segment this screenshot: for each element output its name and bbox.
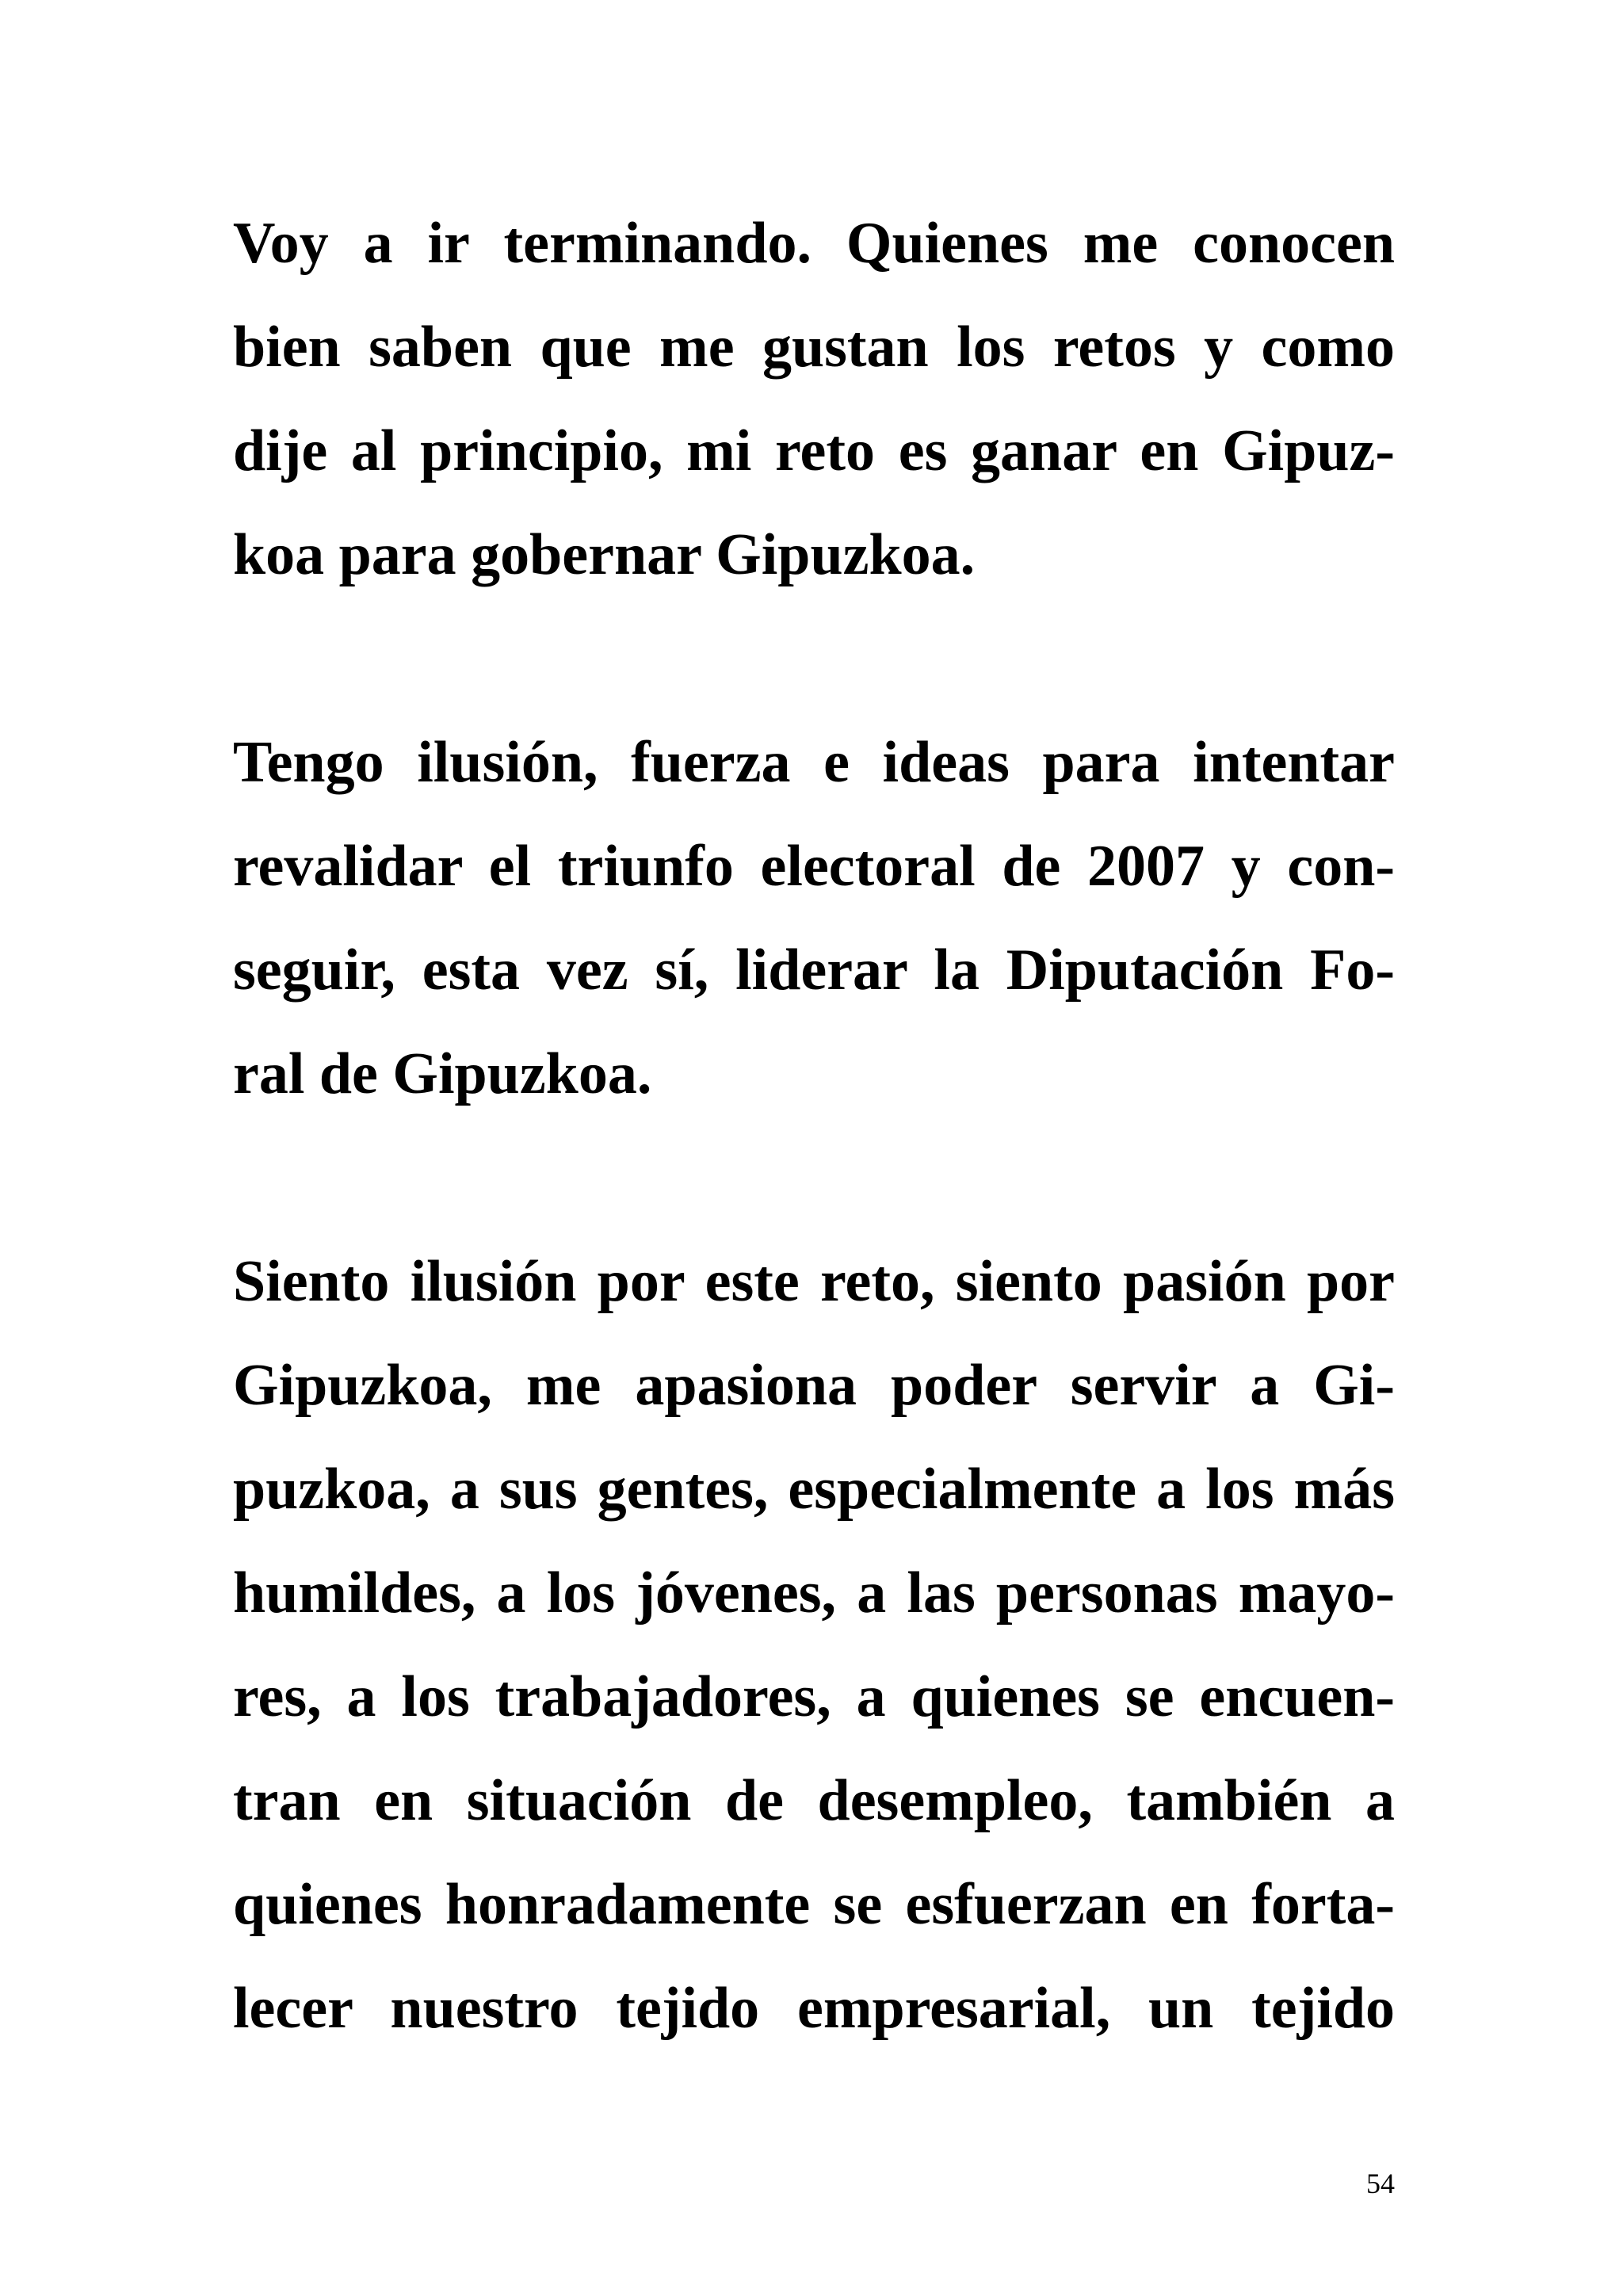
text-line: humildes, a los jóvenes, a las personas mayo- (233, 1561, 1395, 1626)
text-line: res, a los trabajadores, a quienes se encuen- (233, 1664, 1395, 1729)
text-line: ral de Gipuzkoa. (233, 1041, 652, 1106)
text-line: seguir, esta vez sí, liderar la Diputación Fo- (233, 938, 1395, 1003)
body-text (233, 192, 1395, 2061)
text-line: puzkoa, a sus gentes, especialmente a los más (233, 1457, 1395, 1522)
text-line: Voy a ir terminando. Quienes me conocen (233, 211, 1395, 276)
text-line: dije al principio, mi reto es ganar en Gipuz- (233, 418, 1395, 483)
paragraph-2 (233, 711, 1395, 1126)
text-line: Gipuzkoa, me apasiona poder servir a Gi- (233, 1353, 1395, 1418)
text-line: Tengo ilusión, fuerza e ideas para intentar (233, 730, 1395, 795)
paragraph-spacer (233, 607, 1395, 711)
text-line: tran en situación de desempleo, también a (233, 1768, 1395, 1833)
page-number: 54 (1366, 2168, 1395, 2199)
text-line: lecer nuestro tejido empresarial, un tejido (233, 1976, 1395, 2041)
text-line: revalidar el triunfo electoral de 2007 y con- (233, 834, 1395, 899)
text-line: koa para gobernar Gipuzkoa. (233, 522, 976, 587)
paragraph-1 (233, 192, 1395, 607)
text-line: quienes honradamente se esfuerzan en forta- (233, 1872, 1395, 1937)
text-line: bien saben que me gustan los retos y como (233, 315, 1395, 380)
text-line: Siento ilusión por este reto, siento pasión por (233, 1249, 1395, 1314)
paragraph-spacer (233, 1126, 1395, 1230)
paragraph-3 (233, 1230, 1395, 2061)
